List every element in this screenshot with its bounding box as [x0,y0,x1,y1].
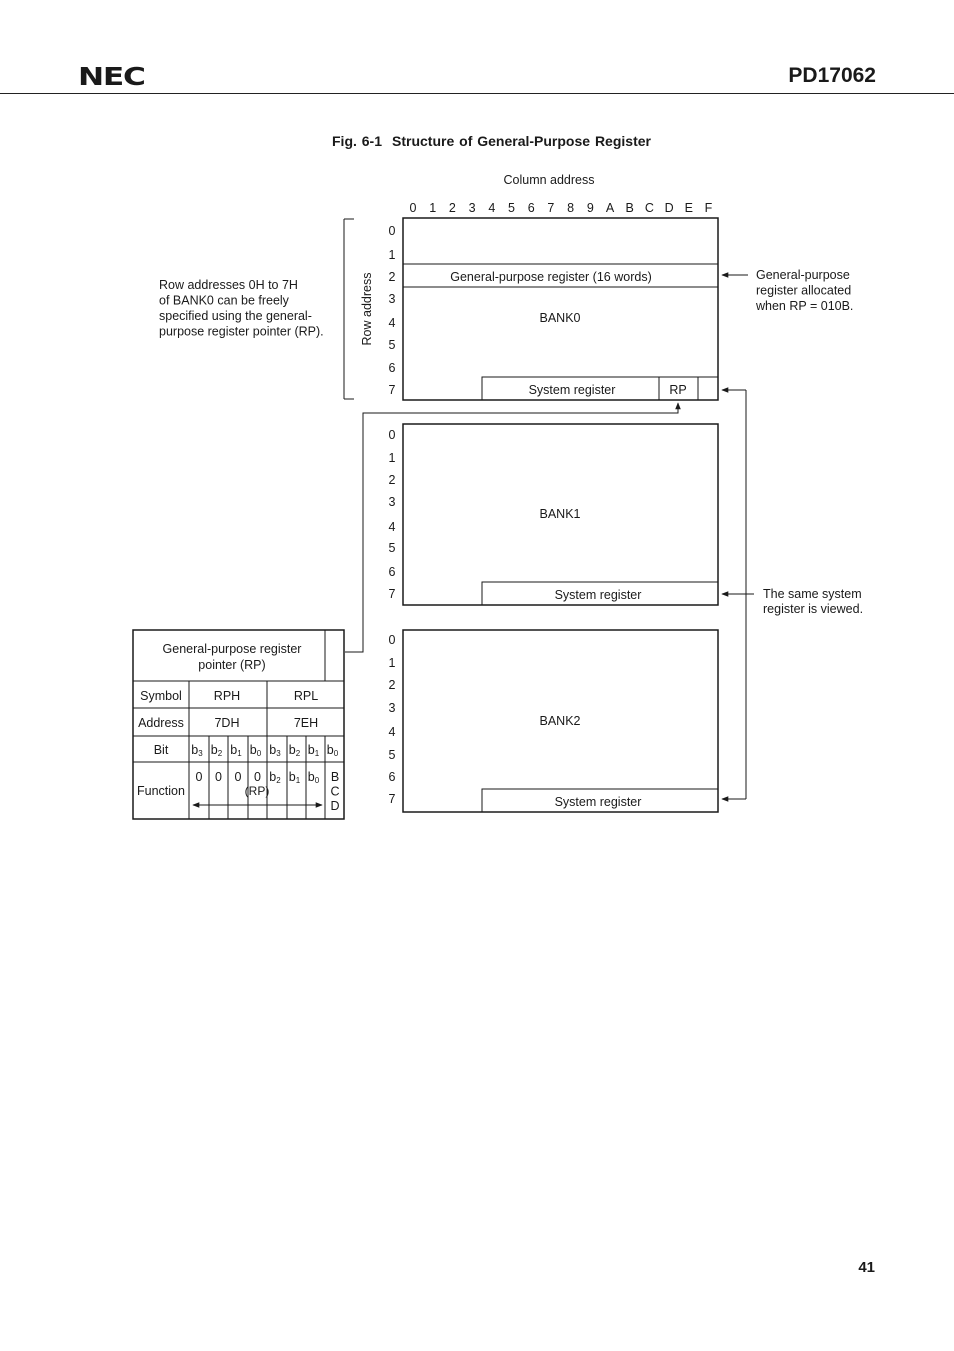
note-line: register allocated [756,283,852,298]
note-right-top [755,268,853,313]
column-tick: 5 [508,201,515,215]
figure-number: Fig. 6-1 [332,133,383,149]
column-tick: A [605,201,615,215]
column-tick: B [625,201,634,215]
note-line: General-purpose [756,268,850,282]
row-tick: 2 [388,473,396,487]
symbol-row-label: Symbol [140,689,182,703]
row-tick: 0 [388,224,396,238]
function-value: 0 [254,770,261,784]
row-tick: 5 [388,541,396,555]
bit-label: b1 [307,743,320,758]
column-address-label: Column address [503,173,595,187]
column-tick: F [704,201,713,215]
row-tick: 1 [388,248,396,262]
column-tick: 8 [567,201,575,215]
note-line: of BANK0 can be freely [159,293,289,308]
function-bcd-letter: B [330,770,340,784]
column-tick: 1 [429,201,437,215]
bank0-gpr-label: General-purpose register (16 words) [450,270,652,284]
symbol-rpl: RPL [293,689,319,703]
address-rpl: 7EH [293,716,319,730]
row-tick: 3 [388,701,396,715]
bit-label: b2 [288,743,301,758]
column-tick: E [684,201,693,215]
note-line: The same system [763,587,862,601]
bit-row-label: Bit [153,743,169,757]
row-tick: 2 [388,678,396,692]
rp-table-title-line1: General-purpose register [162,642,302,656]
symbol-rph: RPH [213,689,241,703]
function-value: b2 [269,770,281,785]
column-tick: C [644,201,654,215]
function-bcd-letter: C [330,784,340,799]
row-tick: 5 [388,338,396,352]
page-number: 41 [858,1259,875,1276]
row-ticks [389,224,396,806]
function-value: 0 [195,770,203,784]
rp-table-title-line2: pointer (RP) [198,658,266,672]
row-tick: 4 [388,316,396,330]
address-rph: 7DH [214,716,240,730]
row-tick: 0 [388,428,396,442]
row-tick: 6 [388,565,396,579]
row-tick: 6 [388,770,396,784]
row-tick: 5 [388,748,396,762]
row-tick: 1 [388,451,396,465]
bit-label: b3 [269,743,281,758]
bit-label: b1 [230,743,242,758]
row-address-bracket [344,219,354,399]
function-rp-note: (RP) [244,784,270,798]
bank0 [403,218,718,400]
note-left [159,278,324,339]
bank2-label: BANK2 [539,714,581,728]
note-line: purpose register pointer (RP). [159,324,324,339]
row-tick: 7 [388,383,396,397]
bit-cells [191,743,338,758]
row-tick: 6 [388,361,396,375]
figure-title: Structure of General-Purpose Register [392,133,651,149]
document-number: PD17062 [788,64,876,87]
bit-label: b2 [210,743,223,758]
row-tick: 7 [388,792,396,806]
function-value: 0 [234,770,242,784]
bank1-label: BANK1 [539,507,581,521]
bank0-rp-label: RP [669,383,687,397]
bank0-system-register-label: System register [528,383,616,397]
bank2 [403,630,718,812]
bank1 [403,424,718,605]
function-bcd-letter: D [330,799,340,813]
bank0-frame [403,218,718,400]
row-tick: 1 [388,656,396,670]
column-tick: 6 [527,201,535,215]
bit-label: b3 [191,743,203,758]
bit-label: b0 [326,743,339,758]
nec-logo: NEC [78,62,145,91]
row-tick: 4 [388,725,396,739]
row-tick: 0 [388,633,396,647]
column-tick: 3 [468,201,476,215]
row-tick: 2 [388,270,396,284]
function-value: b0 [307,770,320,785]
row-tick: 3 [388,292,396,306]
rp-table [133,630,344,819]
same-system-register-arrows [722,390,754,799]
note-line: register is viewed. [763,602,864,616]
column-tick: 0 [409,201,417,215]
function-value: 0 [215,770,222,784]
bank2-system-register-label: System register [554,795,642,809]
function-value: b1 [288,770,301,785]
function-row-label: Function [137,784,185,798]
bank1-system-register-label: System register [554,588,642,602]
note-line: when RP = 010B. [756,299,854,313]
column-tick: 4 [488,201,496,215]
row-tick: 3 [388,495,396,509]
bank0-label: BANK0 [539,311,581,325]
column-tick: 7 [547,201,555,215]
column-ticks [410,201,713,215]
column-tick: 9 [586,201,594,215]
note-line: Row addresses 0H to 7H [159,278,298,292]
row-tick: 7 [388,587,396,601]
row-address-label: Row address [360,272,374,346]
row-tick: 4 [388,520,396,534]
note-right-mid [763,587,863,616]
note-line: specified using the general- [159,309,312,323]
bit-label: b0 [249,743,262,758]
address-row-label: Address [138,716,184,730]
column-tick: 2 [448,201,456,215]
column-tick: D [664,201,674,215]
